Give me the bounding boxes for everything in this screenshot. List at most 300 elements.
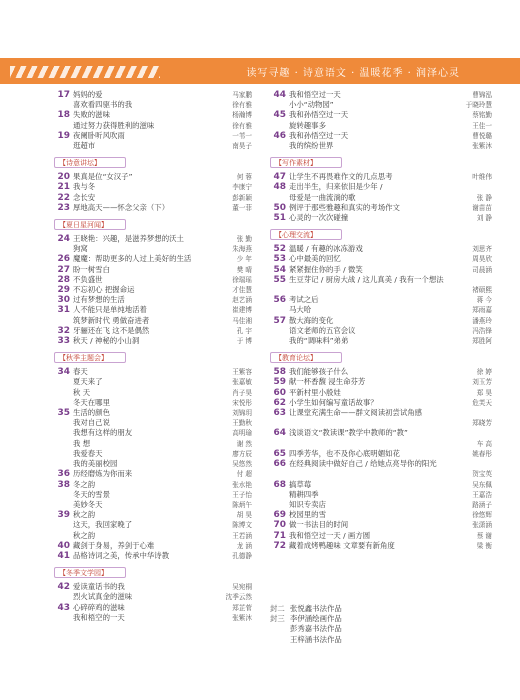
- page-number: 65: [273, 448, 286, 459]
- toc-entry[interactable]: [54, 603, 252, 613]
- toc-entry[interactable]: [270, 182, 492, 192]
- entry-author: 张紫沐: [472, 142, 492, 151]
- entry-author: 蔡铭勤: [472, 111, 492, 120]
- entry-title: 温暖 / 有趣的冰冻游戏: [289, 244, 363, 254]
- toc-entry[interactable]: [54, 520, 252, 530]
- page-number: 36: [57, 469, 70, 480]
- entry-author: 高明瑜: [232, 429, 252, 438]
- entry-title: 我与冬: [73, 182, 96, 192]
- toc-entry[interactable]: [270, 531, 492, 541]
- entry-title: 藏着成烤鸭趣味 文章要有新角度: [289, 540, 395, 550]
- toc-entry[interactable]: [270, 254, 492, 264]
- entry-title: 冬之韵: [73, 479, 96, 489]
- toc-entry[interactable]: [270, 408, 492, 418]
- entry-title: 四季芳华，也不及你心底明媚如花: [289, 448, 400, 458]
- entry-title: 美妙冬天: [73, 499, 103, 509]
- entry-author: 梁 衡: [476, 541, 492, 550]
- entry-author: 少 年: [236, 255, 252, 264]
- page-number: 23: [57, 202, 70, 213]
- entry-title: 王晓艳：兴趣，是滋养梦想的沃土: [73, 234, 184, 244]
- entry-author: 张紫沐: [232, 613, 252, 622]
- toc-entry[interactable]: [54, 234, 252, 244]
- toc-entry[interactable]: [54, 203, 252, 213]
- entry-author: 王紫容: [232, 368, 252, 377]
- toc-entry[interactable]: [270, 100, 492, 110]
- toc-entry[interactable]: [270, 480, 492, 490]
- entry-author: 孔 宇: [236, 326, 252, 335]
- toc-entry[interactable]: [270, 172, 492, 182]
- page-number: 40: [57, 540, 70, 551]
- entry-author: 一苇一: [232, 131, 252, 140]
- entry-author: 徐有雅: [232, 101, 252, 110]
- credit-row: [270, 604, 342, 614]
- entry-title: 爱读童话书的我: [73, 582, 125, 592]
- entry-title: 果真是位“女汉子”: [73, 172, 133, 182]
- entry-title: 厚地高天——怀念父亲（下）: [73, 202, 170, 212]
- toc-entry[interactable]: [54, 182, 252, 192]
- cover-credits: [270, 604, 342, 645]
- toc-entry[interactable]: [270, 541, 492, 551]
- toc-entry[interactable]: [54, 439, 252, 449]
- page-number: 19: [57, 130, 70, 141]
- entry-author: 吴悠然: [232, 460, 252, 469]
- toc-entry[interactable]: [54, 305, 252, 315]
- entry-author: 王子怡: [232, 490, 252, 499]
- entry-title: 我对自己说: [73, 418, 110, 428]
- toc-entry[interactable]: [54, 490, 252, 500]
- entry-author: 车 高: [476, 439, 492, 448]
- page-number: 46: [273, 130, 286, 141]
- entry-author: 宋悦彤: [232, 398, 252, 407]
- page-number: 58: [273, 367, 286, 378]
- page-number: 68: [273, 479, 286, 490]
- entry-author: 于晓玲慧: [465, 101, 492, 110]
- page-number: 32: [57, 325, 70, 336]
- toc-entry[interactable]: [270, 398, 492, 408]
- toc-entry[interactable]: [54, 592, 252, 602]
- toc-entry[interactable]: [54, 418, 252, 428]
- toc-entry[interactable]: [54, 265, 252, 275]
- entry-author: 南昊子: [232, 142, 252, 151]
- toc-entry[interactable]: [270, 275, 492, 285]
- toc-entry[interactable]: [54, 285, 252, 295]
- toc-entry[interactable]: [54, 377, 252, 387]
- toc-entry[interactable]: [54, 388, 252, 398]
- entry-title: 知识专卖店: [289, 499, 326, 509]
- toc-entry[interactable]: [270, 285, 492, 295]
- entry-title: 浅谈语文“教读课”教学中教师的“教”: [289, 428, 408, 438]
- credit-title: 张悦鑫书法作品: [290, 604, 342, 613]
- credit-title: 彭秀嘉书法作品: [290, 624, 342, 634]
- entry-title: 心中最美的回忆: [289, 254, 341, 264]
- entry-author: 徐有雅: [232, 121, 252, 130]
- page-number: 53: [273, 254, 286, 265]
- toc-entry[interactable]: [270, 193, 492, 203]
- page-number: 63: [273, 408, 286, 419]
- entry-title: 马大哈: [289, 305, 312, 315]
- toc-entry[interactable]: [270, 316, 492, 326]
- page-number: 64: [273, 428, 286, 439]
- entry-title: 妈妈的爱: [73, 90, 103, 99]
- entry-title: 走出半生，归来依旧是少年 /: [289, 182, 383, 192]
- entry-author: 张 勤: [236, 235, 252, 244]
- entry-title: 心碎碎鸡的滋味: [73, 602, 125, 612]
- toc-entry[interactable]: [54, 428, 252, 438]
- entry-title: 我和孙悟空过一天: [289, 130, 349, 140]
- page-number: 57: [273, 315, 286, 326]
- toc-entry[interactable]: [54, 110, 252, 120]
- entry-author: 龙 涵: [236, 541, 252, 550]
- entry-author: 徐瑞瑶: [232, 275, 252, 284]
- entry-author: 孔德静: [232, 551, 252, 560]
- entry-title: 秋之韵: [73, 530, 96, 540]
- toc-entry[interactable]: [270, 510, 492, 520]
- page-number: 59: [273, 377, 286, 388]
- page-number: 33: [57, 336, 70, 347]
- toc-entry[interactable]: [270, 213, 492, 223]
- entry-title: 夜阑卧听风吹雨: [73, 130, 125, 140]
- toc-entry[interactable]: [54, 531, 252, 541]
- page-number: 29: [57, 285, 70, 296]
- toc-entry[interactable]: [54, 244, 252, 254]
- entry-author: 王勤秋: [232, 419, 252, 428]
- entry-author: 赵艺涵: [232, 296, 252, 305]
- entry-title: 献一杯香馥 浸生命芬芳: [289, 377, 366, 387]
- entry-title: 我和孙悟空过一天: [289, 110, 349, 120]
- page-number: 24: [57, 234, 70, 245]
- entry-title: 牙骊还在飞 这不是偶然: [73, 325, 150, 335]
- entry-title: 夏天来了: [73, 377, 103, 387]
- entry-author: 蔡 谢: [476, 531, 492, 540]
- entry-title: 失败的滋味: [73, 110, 110, 120]
- entry-author: 付 超: [236, 470, 252, 479]
- entry-author: 杨瀚博: [232, 111, 252, 120]
- entry-author: 李康宁: [232, 183, 252, 192]
- toc-entry[interactable]: [54, 316, 252, 326]
- toc-entry[interactable]: [54, 254, 252, 264]
- toc-entry[interactable]: [54, 449, 252, 459]
- toc-entry[interactable]: [270, 428, 492, 438]
- entry-author: 危芙天: [472, 398, 492, 407]
- banner-slogan: 读写寻趣 · 诗意语文 · 温暖花季 · 润泽心灵: [246, 68, 460, 79]
- toc-entry[interactable]: [54, 613, 252, 623]
- toc-entry[interactable]: [270, 459, 492, 469]
- page-number: 52: [273, 244, 286, 255]
- entry-title: 筑梦新时代 勇做奋进者: [73, 315, 150, 325]
- section-heading: 【秋季主题会】: [54, 352, 126, 363]
- page-number: 38: [57, 479, 70, 490]
- toc-entry[interactable]: [270, 500, 492, 510]
- entry-author: 张水艳: [232, 480, 252, 489]
- entry-title: 紧紧握住你的手 / 微笑: [289, 264, 363, 274]
- entry-title: 我想有这样的朋友: [73, 428, 133, 438]
- page-number: 69: [273, 510, 286, 521]
- entry-author: 刘 静: [476, 214, 492, 223]
- toc-entry[interactable]: [54, 551, 252, 561]
- page-number: 42: [57, 582, 70, 593]
- entry-title: 让课堂充满生命——群文阅读初尝试角感: [289, 408, 423, 418]
- entry-title: 狗窝: [73, 244, 88, 254]
- entry-author: 张 静: [476, 193, 492, 202]
- entry-author: 彭新颖: [232, 193, 252, 202]
- entry-title: 逛超市: [73, 141, 96, 151]
- toc-entry[interactable]: [54, 480, 252, 490]
- page-number: 18: [57, 110, 70, 121]
- entry-title: 我和梧空的一天: [73, 612, 125, 622]
- toc-entry[interactable]: [54, 121, 252, 131]
- entry-title: 历经磨炼为你而来: [73, 469, 133, 479]
- toc-entry[interactable]: [270, 449, 492, 459]
- entry-title: 魔魔：帮助更多的人过上美好的生活: [73, 254, 192, 264]
- credit-label: 封二: [270, 604, 285, 613]
- toc-entry[interactable]: [54, 275, 252, 285]
- entry-title: 我和悟空过一天: [289, 90, 341, 99]
- toc-entry[interactable]: [54, 510, 252, 520]
- entry-author: 王嘉浩: [472, 490, 492, 499]
- toc-entry[interactable]: [54, 469, 252, 479]
- entry-title: 我 想: [73, 438, 91, 448]
- entry-title: 母爱是一曲流淌的歌: [289, 192, 356, 202]
- toc-entry[interactable]: [270, 439, 492, 449]
- entry-author: 徐 婷: [476, 368, 492, 377]
- entry-author: 刘思齐: [472, 245, 492, 254]
- section-heading: 【写作素材】: [270, 157, 342, 168]
- page-number: 21: [57, 182, 70, 193]
- entry-author: 曹锦泓: [472, 91, 492, 99]
- toc-entry[interactable]: [54, 172, 252, 182]
- entry-title: 平新村里小殷娃: [289, 387, 341, 397]
- entry-author: 郑胜阿: [472, 337, 492, 346]
- entry-title: 语文老师的五官会议: [289, 325, 356, 335]
- entry-title: 盼一树雪白: [73, 264, 110, 274]
- entry-author: 潘燕玲: [472, 316, 492, 325]
- toc-entry[interactable]: [270, 90, 492, 100]
- section-heading: 【冬季文学园】: [54, 567, 126, 578]
- entry-title: 过有梦想的生活: [73, 295, 125, 305]
- entry-author: 郑 昊: [476, 388, 492, 397]
- section-heading: 【心理交流】: [270, 229, 342, 240]
- section-heading: 【诗意讲坛】: [54, 157, 126, 168]
- page-number: 56: [273, 295, 286, 306]
- entry-author: 董一菲: [232, 203, 252, 212]
- entry-title: 我和悟空过一天 / 画方圆: [289, 530, 371, 540]
- toc-entry[interactable]: [54, 459, 252, 469]
- entry-title: 散大海的变化: [289, 315, 334, 325]
- page-number: 50: [273, 202, 286, 213]
- toc-entry[interactable]: [270, 418, 492, 428]
- entry-title: 我爱春天: [73, 448, 103, 458]
- toc-entry[interactable]: [54, 131, 252, 141]
- entry-author: 贺宝英: [472, 470, 492, 479]
- page-number: 72: [273, 540, 286, 551]
- page-number: 47: [273, 172, 286, 183]
- toc-entry[interactable]: [270, 244, 492, 254]
- entry-title: 秋天 / 神秘的小山洞: [73, 336, 140, 346]
- entry-author: 郑晓芳: [472, 419, 492, 428]
- section-heading: 【夏日星河闻】: [54, 219, 126, 230]
- toc-entry[interactable]: [270, 295, 492, 305]
- entry-author: 郑雨嘉: [472, 306, 492, 315]
- entry-title: 我的“调味料”弟弟: [289, 336, 349, 346]
- entry-author: 曹悦璐: [472, 131, 492, 140]
- toc-entry[interactable]: [54, 398, 252, 408]
- entry-title: 我们能够孩子什么: [289, 367, 349, 377]
- entry-author: 刘玉芳: [472, 378, 492, 387]
- page-number: 44: [273, 90, 286, 100]
- page-number: 30: [57, 295, 70, 306]
- entry-author: 马家鹏: [232, 91, 252, 99]
- entry-author: 张嘉敏: [232, 378, 252, 387]
- page-number: 54: [273, 264, 286, 275]
- toc-entry[interactable]: [270, 121, 492, 131]
- entry-author: 叶维伟: [472, 173, 492, 182]
- entry-title: 喜欢看四驱书的我: [73, 100, 133, 110]
- toc-entry[interactable]: [270, 110, 492, 120]
- entry-author: 冯浩锋: [472, 326, 492, 335]
- page-number: 71: [273, 530, 286, 541]
- toc-entry[interactable]: [54, 582, 252, 592]
- page-number: 62: [273, 397, 286, 408]
- credit-title: 王梓涵书法作品: [290, 634, 342, 644]
- entry-title: 生豆芽记 / 厨房大战 / 这儿真美 / 我有一个想法: [289, 274, 444, 284]
- toc-entry[interactable]: [54, 541, 252, 551]
- toc-entry[interactable]: [270, 367, 492, 377]
- toc-entry[interactable]: [270, 265, 492, 275]
- entry-author: 蒋 今: [476, 296, 492, 305]
- entry-title: 通过努力获得胜利的滋味: [73, 120, 155, 130]
- entry-title: 人不能只是单纯地活着: [73, 305, 147, 315]
- entry-author: 于 博: [236, 337, 252, 346]
- credit-row: [270, 624, 342, 634]
- page-number: 45: [273, 110, 286, 121]
- page-number: 51: [273, 213, 286, 224]
- entry-author: 郑芷菅: [232, 603, 252, 612]
- toc-entry[interactable]: [54, 295, 252, 305]
- page-number: 34: [57, 367, 70, 378]
- entry-author: 崔建博: [232, 306, 252, 315]
- entry-title: 不负盛世: [73, 274, 103, 284]
- entry-title: 例评于那些雅趣和真实的考场作文: [289, 202, 400, 212]
- entry-author: 王若涵: [232, 531, 252, 540]
- toc-entry[interactable]: [270, 490, 492, 500]
- toc-entry[interactable]: [270, 131, 492, 141]
- page-number: 27: [57, 264, 70, 275]
- credit-row: [270, 614, 342, 624]
- toc-entry[interactable]: [54, 367, 252, 377]
- entry-author: 路涵子: [472, 500, 492, 509]
- entry-title: 念长安: [73, 192, 96, 202]
- page-number: 66: [273, 459, 286, 470]
- credit-label: 封三: [270, 614, 285, 624]
- entry-author: 司晨涵: [472, 265, 492, 274]
- entry-title: 做一书法目的时间: [289, 520, 349, 530]
- entry-title: 我的缤纷世界: [289, 141, 334, 151]
- page-number: 48: [273, 182, 286, 193]
- toc-right-column: [270, 90, 492, 551]
- page-number: 17: [57, 90, 70, 100]
- entry-title: 品格诗词之美，传承中华诗教: [73, 550, 170, 560]
- toc-entry[interactable]: [270, 377, 492, 387]
- entry-author: 肖子昊: [232, 388, 252, 397]
- entry-title: 在经典阅读中做好自己 / 给她点亮导你的阳光: [289, 459, 437, 469]
- toc-entry[interactable]: [270, 305, 492, 315]
- toc-entry[interactable]: [54, 90, 252, 100]
- section-heading: 【教育论坛】: [270, 352, 342, 363]
- toc-entry[interactable]: [270, 469, 492, 479]
- entry-title: 小学生如何编写童话故事？: [289, 397, 378, 407]
- entry-author: 姚春彤: [472, 449, 492, 458]
- toc-entry[interactable]: [54, 100, 252, 110]
- entry-title: 冬天在哪里: [73, 397, 110, 407]
- toc-entry[interactable]: [54, 326, 252, 336]
- page-number: 28: [57, 274, 70, 285]
- entry-title: 校园里的雪: [289, 510, 326, 520]
- toc-entry[interactable]: [54, 141, 252, 151]
- entry-author: 褚硕熙: [472, 286, 492, 295]
- entry-title: 让学生不再畏难作文的几点思考: [289, 172, 393, 182]
- page-number: 55: [273, 274, 286, 285]
- entry-author: 谢 然: [236, 439, 252, 448]
- entry-author: 陈博文: [232, 521, 252, 530]
- entry-title: 烈火试真金的滋味: [73, 592, 133, 602]
- page-number: 60: [273, 387, 286, 398]
- entry-title: 这天，我回家晚了: [73, 520, 133, 530]
- toc-entry[interactable]: [54, 500, 252, 510]
- entry-author: 胡 昊: [236, 511, 252, 520]
- entry-author: 陈炳午: [232, 500, 252, 509]
- entry-author: 谢苗苗: [472, 203, 492, 212]
- entry-title: 不忘初心 把握命运: [73, 285, 135, 295]
- toc-entry[interactable]: [54, 408, 252, 418]
- page-number: 26: [57, 254, 70, 265]
- entry-author: 樊 晴: [236, 265, 252, 274]
- page-number: 35: [57, 408, 70, 419]
- toc-entry[interactable]: [54, 336, 252, 346]
- entry-title: 冬天的雪景: [73, 489, 110, 499]
- entry-title: 春天: [73, 367, 88, 377]
- decorative-stripes: [10, 66, 160, 78]
- toc-entry[interactable]: [270, 520, 492, 530]
- toc-left-column: [54, 90, 252, 623]
- toc-entry[interactable]: [270, 326, 492, 336]
- entry-author: 吴宛桐: [232, 583, 252, 592]
- entry-title: 精耕四季: [289, 489, 319, 499]
- toc-entry[interactable]: [54, 193, 252, 203]
- entry-author: 王佳一: [472, 121, 492, 130]
- entry-author: 刘锦玥: [232, 409, 252, 418]
- toc-entry[interactable]: [270, 388, 492, 398]
- entry-title: 搞草莓: [289, 479, 312, 489]
- entry-title: 心灵的一次次碰撞: [289, 213, 349, 223]
- entry-author: 张潇涵: [472, 521, 492, 530]
- entry-title: 秋之韵: [73, 510, 96, 520]
- entry-title: 生活的颜色: [73, 408, 110, 418]
- toc-entry[interactable]: [270, 141, 492, 151]
- entry-title: 小小“动物园”: [289, 100, 334, 110]
- toc-entry[interactable]: [270, 203, 492, 213]
- page-number: 41: [57, 550, 70, 561]
- entry-author: 何 蓉: [236, 173, 252, 182]
- toc-entry[interactable]: [270, 336, 492, 346]
- credit-row: [270, 635, 342, 645]
- page-number: 22: [57, 192, 70, 203]
- entry-author: 沈季云然: [225, 593, 252, 602]
- entry-author: 朱海燕: [232, 245, 252, 254]
- page-number: 43: [57, 602, 70, 613]
- page-number: 20: [57, 172, 70, 183]
- page-number: 39: [57, 510, 70, 521]
- entry-title: 藏剑于身易，养剑于心难: [73, 540, 155, 550]
